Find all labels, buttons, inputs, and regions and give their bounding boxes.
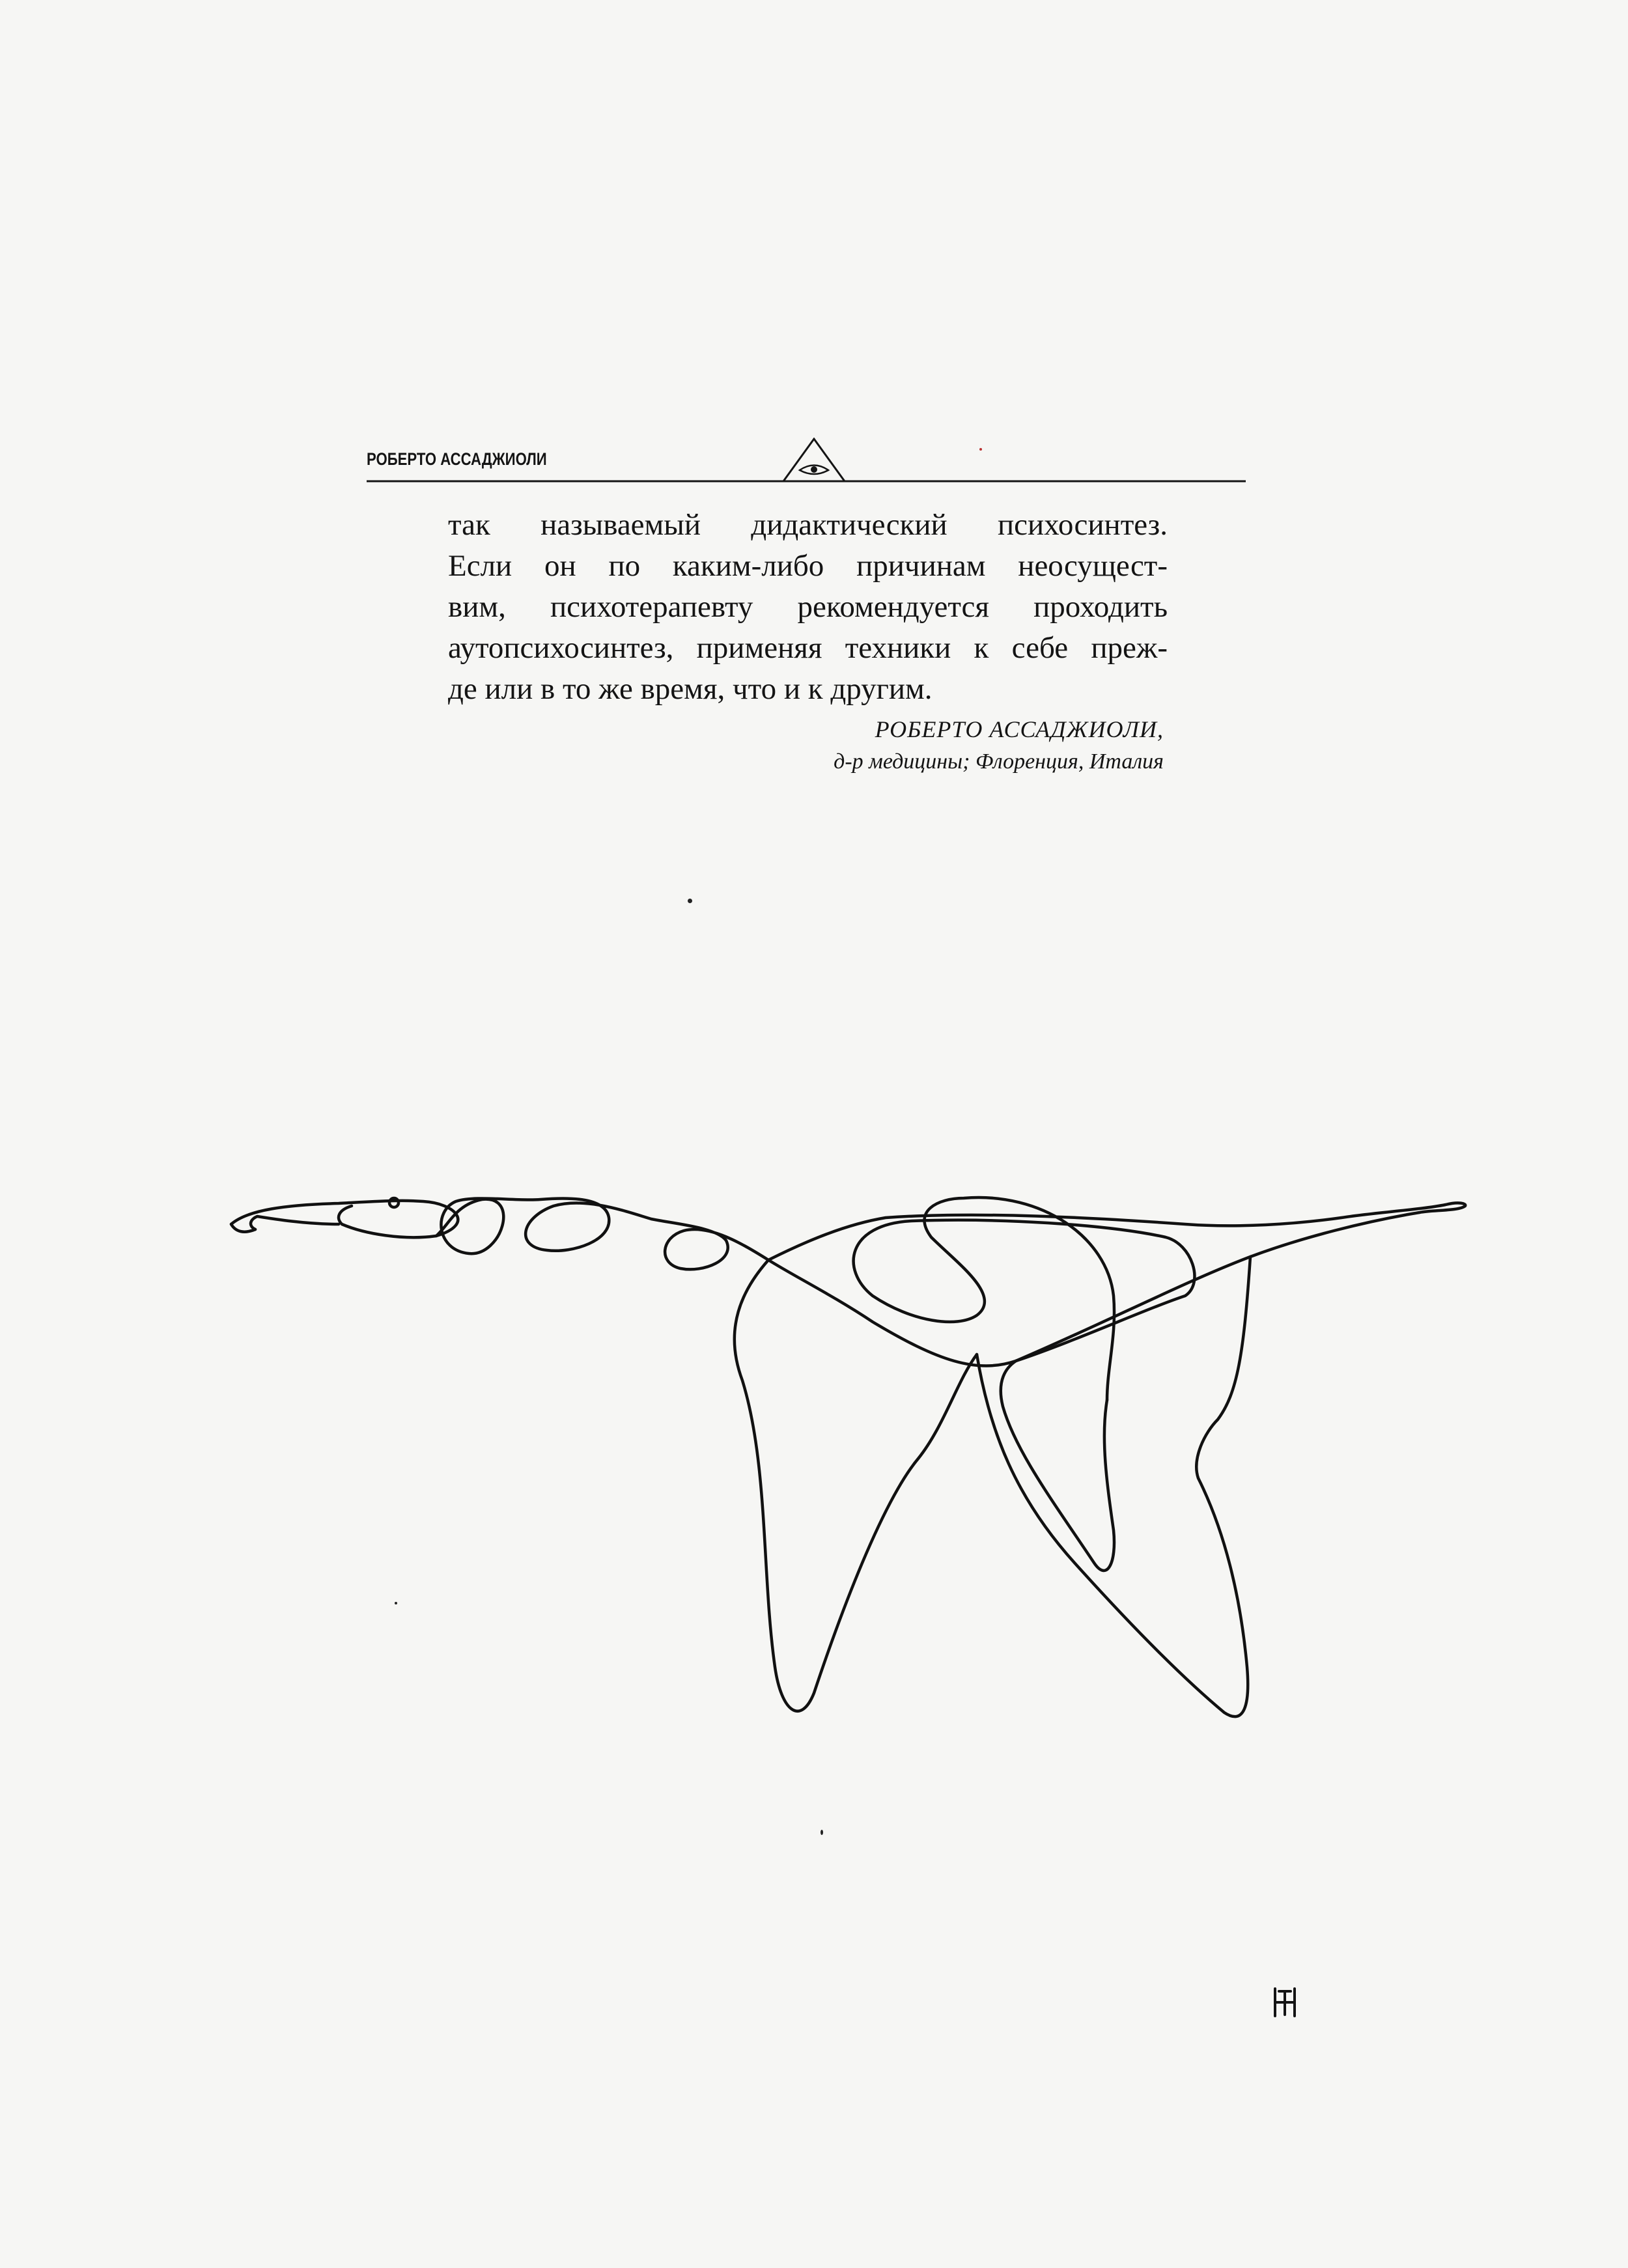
signature-name: РОБЕРТО АССАДЖИОЛИ, [875, 716, 1164, 742]
text-line: вим, психотерапевту рекомендуется проходить [448, 590, 1168, 624]
text-line: аутопсихосинтез, применяя техники к себе преж- [448, 631, 1168, 665]
text-line: так называемый дидактический психосинтез. [448, 508, 1168, 542]
text-line: де или в то же время, что и к другим. [448, 672, 933, 706]
page-number-glyph [1271, 1986, 1298, 2019]
paper-speck [688, 899, 692, 903]
paper-speck [821, 1830, 823, 1835]
signature-affiliation: д-р медицины; Флоренция, Италия [834, 749, 1164, 774]
running-title: РОБЕРТО АССАДЖИОЛИ [367, 449, 547, 469]
text-line: Если он по каким-либо причинам неосущест- [448, 549, 1168, 583]
paper-speck [979, 448, 982, 451]
paper-speck [395, 1602, 397, 1604]
